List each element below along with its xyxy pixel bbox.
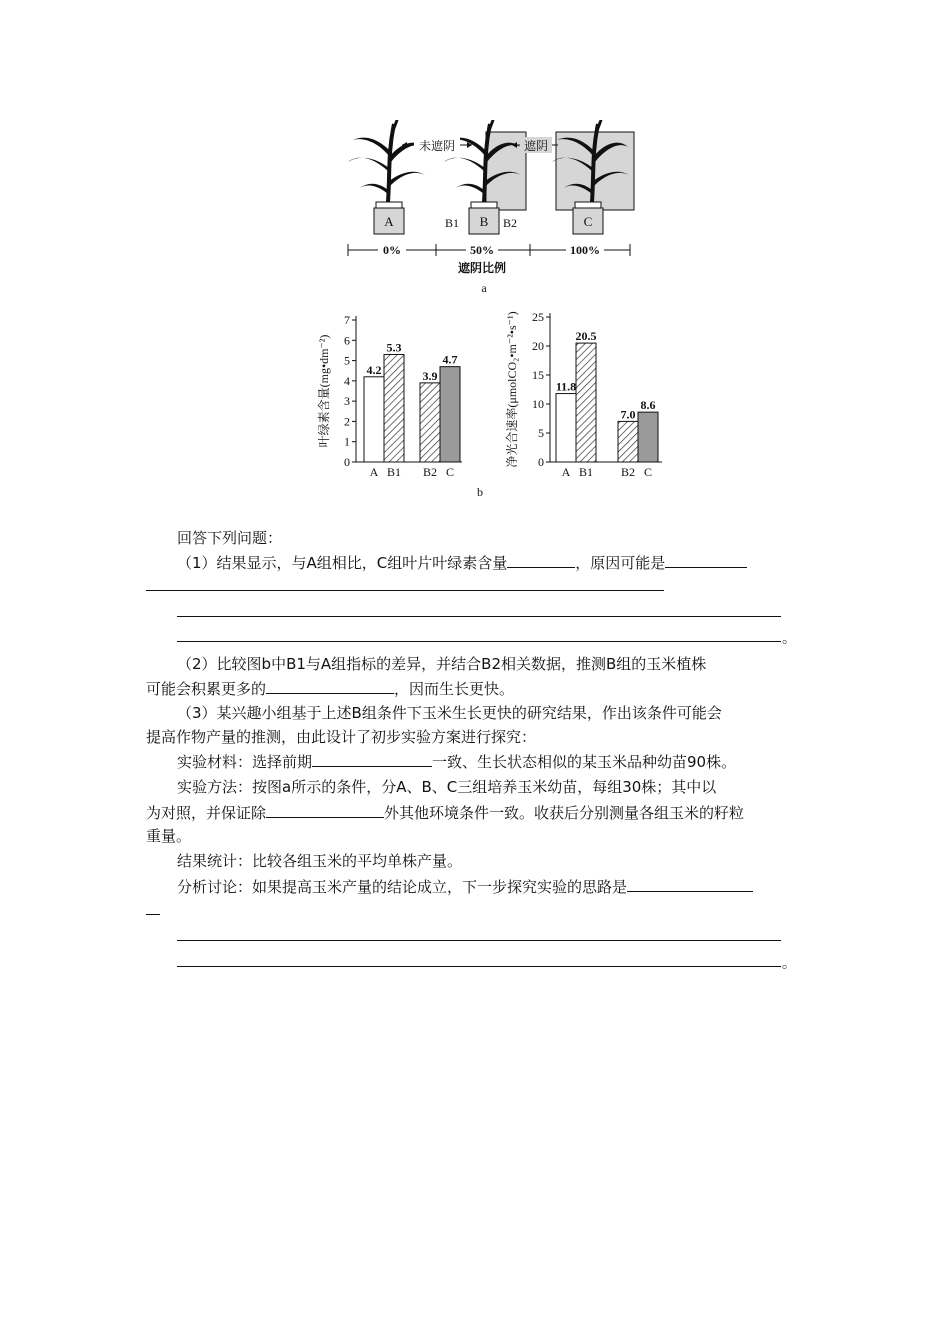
q2-blank[interactable] xyxy=(266,678,394,694)
category-label: B2 xyxy=(422,465,438,479)
y-axis-label: 净光合速率(μmolCO₂•m⁻²•s⁻¹) xyxy=(505,311,519,468)
q1-period: 。 xyxy=(782,631,796,647)
q1-part2: ，原因可能是 xyxy=(575,554,666,572)
plant-a xyxy=(348,120,426,202)
methods-part2: 外其他环境条件一致。收获后分别测量各组玉米的籽粒 xyxy=(384,804,745,822)
q1-answer-line-2[interactable] xyxy=(177,616,781,617)
bar-a xyxy=(556,394,576,462)
q2-part1: 可能会积累更多的 xyxy=(146,680,267,698)
shade-ratio-axis xyxy=(348,242,630,275)
y-tick-label: 0 xyxy=(344,455,350,469)
q1-answer-line-3[interactable] xyxy=(177,641,781,642)
label-unshaded: 未遮阴 xyxy=(418,139,456,153)
bar-c xyxy=(440,367,460,462)
materials-part2: 一致、生长状态相似的某玉米品种幼苗90株。 xyxy=(432,753,737,771)
q3-line-2: 提高作物产量的推测，由此设计了初步实验方案进行探究： xyxy=(146,728,537,746)
q1-blank-1[interactable] xyxy=(507,552,575,568)
category-label: B1 xyxy=(386,465,402,479)
pot-c xyxy=(573,202,603,234)
figure-a xyxy=(330,120,650,300)
bar-c xyxy=(638,412,658,462)
category-label: B2 xyxy=(620,465,636,479)
q1-blank-2[interactable] xyxy=(665,552,747,568)
photosynthesis-chart xyxy=(504,310,662,479)
discussion-part: 分析讨论：如果提高玉米产量的结论成立，下一步探究实验的思路是 xyxy=(177,878,628,896)
intro-text: 回答下列问题： xyxy=(177,529,283,547)
discussion-text xyxy=(177,876,753,897)
label-b2: B2 xyxy=(502,216,518,230)
methods-line-3: 重量。 xyxy=(146,827,192,845)
category-label: A xyxy=(369,465,379,479)
y-tick-label: 5 xyxy=(344,353,350,368)
pot-a xyxy=(374,202,404,234)
category-label: C xyxy=(445,465,455,479)
y-tick-label: 4 xyxy=(344,373,350,388)
value-label: 3.9 xyxy=(422,368,438,383)
methods-line-2 xyxy=(146,802,744,823)
discussion-period: 。 xyxy=(782,956,796,972)
discussion-answer-line-2[interactable] xyxy=(177,940,781,941)
methods-line-1: 实验方法：按图a所示的条件，分A、B、C三组培养玉米幼苗，每组30株；其中以 xyxy=(177,778,717,796)
value-label: 8.6 xyxy=(640,398,656,413)
y-tick-label: 10 xyxy=(532,397,544,411)
caption-b: b xyxy=(477,485,483,499)
value-label: 7.0 xyxy=(620,407,636,422)
q3-line-1: （3）某兴趣小组基于上述B组条件下玉米生长更快的研究结果，作出该条件可能会 xyxy=(177,704,722,722)
materials-blank[interactable] xyxy=(312,751,432,767)
ratio-100: 100% xyxy=(570,243,600,257)
bar-b1 xyxy=(576,343,596,462)
figure-b xyxy=(310,300,670,500)
methods-part1: 为对照，并保证除 xyxy=(146,804,267,822)
bar-b1 xyxy=(384,354,404,462)
methods-blank[interactable] xyxy=(266,802,384,818)
stats-text: 结果统计：比较各组玉米的平均单株产量。 xyxy=(177,852,463,870)
y-tick-label: 25 xyxy=(532,310,544,324)
discussion-blank[interactable] xyxy=(627,876,753,892)
y-tick-label: 5 xyxy=(538,426,544,440)
bar-a xyxy=(364,377,384,462)
value-label: 4.2 xyxy=(366,362,382,377)
ratio-0: 0% xyxy=(383,243,401,257)
value-label: 4.7 xyxy=(442,352,458,367)
y-tick-label: 2 xyxy=(344,414,350,429)
q2-line-2 xyxy=(146,678,514,699)
value-label: 20.5 xyxy=(575,329,597,344)
discussion-answer-line-1[interactable] xyxy=(146,914,160,915)
category-label: C xyxy=(643,465,653,479)
axis-title: 遮阴比例 xyxy=(457,261,507,275)
y-tick-label: 7 xyxy=(344,313,350,327)
bar-b2 xyxy=(420,383,440,462)
pot-label-c: C xyxy=(583,214,593,229)
caption-a: a xyxy=(481,281,487,295)
pot-label-a: A xyxy=(384,214,394,229)
category-label: B1 xyxy=(578,465,594,479)
q1-part1: （1）结果显示，与A组相比，C组叶片叶绿素含量 xyxy=(177,554,508,572)
ratio-50: 50% xyxy=(470,243,494,257)
value-label: 5.3 xyxy=(386,340,402,355)
chlorophyll-chart xyxy=(316,313,462,479)
y-tick-label: 15 xyxy=(532,368,544,382)
bar-b2 xyxy=(618,421,638,462)
discussion-answer-line-3[interactable] xyxy=(177,966,781,967)
y-tick-label: 0 xyxy=(538,455,544,469)
y-tick-label: 6 xyxy=(344,333,350,348)
y-tick-label: 3 xyxy=(344,394,350,409)
category-label: A xyxy=(561,465,571,479)
q1-answer-line-1[interactable] xyxy=(146,590,664,591)
q2-part2: ，因而生长更快。 xyxy=(394,680,515,698)
y-tick-label: 20 xyxy=(532,339,544,353)
y-axis-label: 叶绿素含量(mg•dm⁻²) xyxy=(317,334,331,448)
pot-label-b: B xyxy=(479,214,489,229)
label-b1: B1 xyxy=(444,216,460,230)
y-tick-label: 1 xyxy=(344,434,350,449)
materials-part1: 实验材料：选择前期 xyxy=(177,753,313,771)
materials-text xyxy=(177,751,736,772)
label-shaded: 遮阴 xyxy=(523,139,549,153)
q2-line-1: （2）比较图b中B1与A组指标的差异，并结合B2相关数据，推测B组的玉米植株 xyxy=(177,655,707,673)
q1-text xyxy=(177,552,747,573)
pot-b xyxy=(469,202,499,234)
value-label: 11.8 xyxy=(555,379,577,394)
